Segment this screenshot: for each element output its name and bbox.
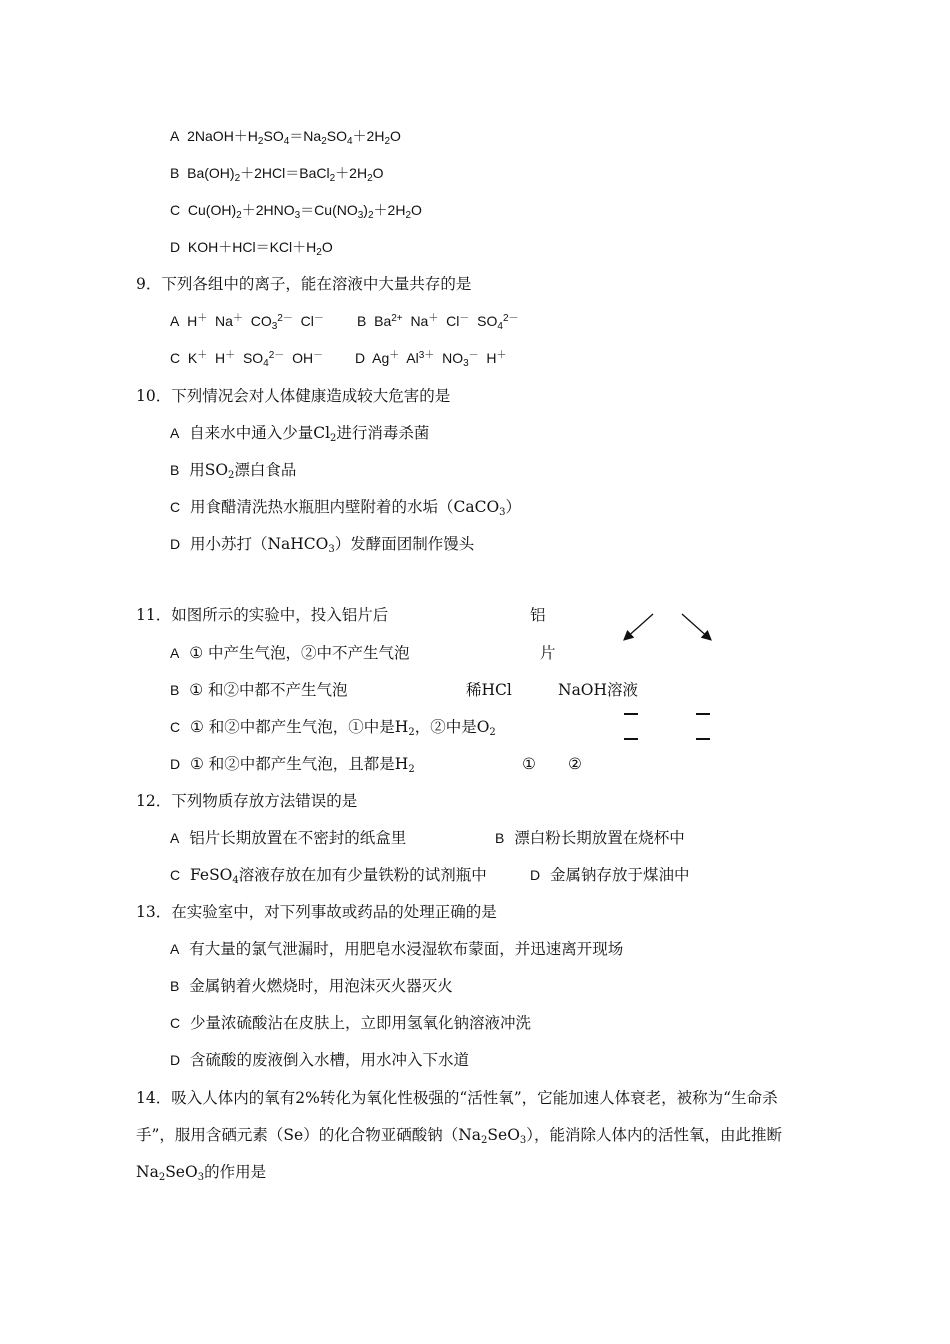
q14-stem: 14．吸入人体内的氧有2%转化为氧化性极强的“活性氧”，它能加速人体衰老，被称为“生命杀手”，服用含硒元素（Se）的化合物亚硒酸钠$(Na_2SeO_3)$，能消除人体内的活性氧，由此推断$Na_2SeO_3$的作用是	[136, 1089, 783, 1183]
q10-option-a: A 自来水中通入少量$Cl_2$进行消毒杀菌	[170, 424, 430, 444]
q10-option-c: C 用食醋清洗热水瓶胆内壁附着的水垢（CaCO$_3$）	[170, 498, 522, 518]
tube-2-mark-bottom	[696, 738, 710, 740]
q9-option-c: C K＋ H＋ $SO_4^{2-}$ OH－	[170, 350, 324, 369]
q12-stem: 12．下列物质存放方法错误的是	[136, 792, 358, 810]
q11-option-d: D ① 和②中都产生气泡，且都是$H_2$	[170, 755, 415, 775]
q13-option-c: C 少量浓硫酸沾在皮肤上，立即用氢氧化钠溶液冲洗	[170, 1014, 531, 1032]
q10-option-d: D 用小苏打（NaHCO$_3$）发酵面团制作馒头	[170, 535, 475, 555]
arrows-icon	[615, 610, 725, 646]
q9-option-b: B $Ba^{2+}$ Na＋ Cl－ $SO_4^{2-}$	[357, 313, 519, 332]
figure-label-piece: 片	[540, 644, 556, 662]
q11-option-c: C ① 和②中都产生气泡，①中是$H_2$，②中是$O_2$	[170, 718, 496, 738]
reagent-naoh-solution: NaOH溶液	[558, 681, 639, 699]
q11-stem: 11．如图所示的实验中，投入铝片后	[136, 606, 389, 624]
tube-label-1: ①	[522, 755, 536, 773]
tube-label-2: ②	[568, 755, 582, 773]
tube-2-mark-top	[696, 713, 710, 715]
q12-option-d: D 金属钠存放于煤油中	[530, 866, 690, 884]
q11-option-b: B ① 和②中都不产生气泡	[170, 681, 348, 699]
q13-stem: 13．在实验室中，对下列事故或药品的处理正确的是	[136, 903, 497, 921]
q9-stem: 9．下列各组中的离子，能在溶液中大量共存的是	[136, 275, 472, 293]
q11-option-a: A ① 中产生气泡，②中不产生气泡	[170, 644, 410, 662]
q9-option-a: A H＋ Na＋ $CO_3^{2-}$ Cl－	[170, 313, 324, 332]
q13-option-d: D 含硫酸的废液倒入水槽，用水冲入下水道	[170, 1051, 469, 1069]
q8-option-a: A $2NaOH+H_2SO_4=Na_2SO_4+2H_2O$	[170, 128, 401, 147]
tube-1-mark-top	[624, 713, 638, 715]
q10-option-b: B 用$SO_2$漂白食品	[170, 461, 297, 481]
tube-1-mark-bottom	[624, 738, 638, 740]
q8-option-c: C $Cu(OH)_2+2HNO_3=Cu(NO_3)_2+2H_2O$	[170, 202, 422, 221]
q13-option-b: B 金属钠着火燃烧时，用泡沫灭火器灭火	[170, 977, 453, 995]
q13-option-a: A 有大量的氯气泄漏时，用肥皂水浸湿软布蒙面，并迅速离开现场	[170, 940, 624, 958]
q8-option-b: B $Ba(OH)_2+2HCl=BaCl_2+2H_2O$	[170, 165, 384, 184]
q8-option-d: D $KOH+HCl=KCl+H_2O$	[170, 239, 333, 258]
q12-option-a: A 铝片长期放置在不密封的纸盒里	[170, 829, 407, 847]
q12-option-b: B 漂白粉长期放置在烧杯中	[495, 829, 685, 847]
figure-label-aluminum: 铝	[530, 606, 546, 624]
q9-option-d: D Ag＋ $Al^{3+}$ $NO_3^-$ H＋	[355, 350, 507, 369]
q12-option-c: C FeSO$_4$溶液存放在加有少量铁粉的试剂瓶中	[170, 866, 487, 886]
reagent-dilute-hcl: 稀HCl	[466, 681, 512, 699]
q10-stem: 10．下列情况会对人体健康造成较大危害的是	[136, 387, 451, 405]
